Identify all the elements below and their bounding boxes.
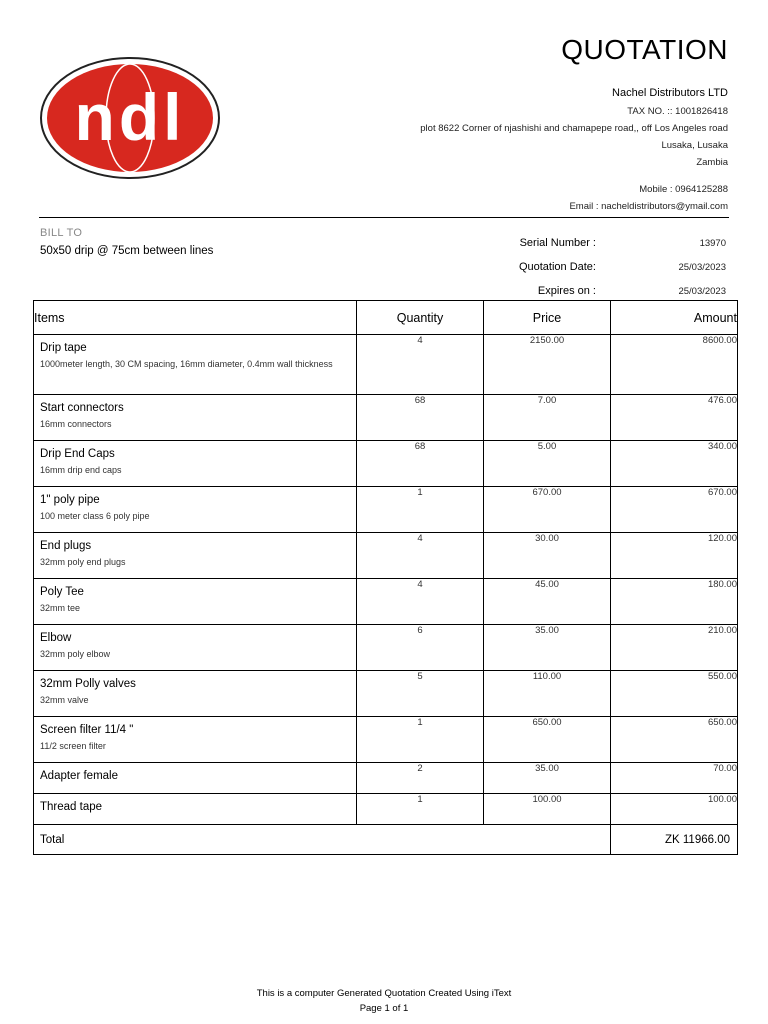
svg-text:ndl: ndl xyxy=(74,80,186,154)
company-address: plot 8622 Corner of njashishi and chamapepe road,, off Los Angeles road xyxy=(420,123,728,134)
item-amount: 180.00 xyxy=(611,579,738,625)
item-cell xyxy=(34,625,357,671)
quotation-meta xyxy=(456,231,726,303)
item-cell xyxy=(34,487,357,533)
item-price: 35.00 xyxy=(484,625,611,671)
page-title: QUOTATION xyxy=(561,34,728,65)
item-quantity: 4 xyxy=(357,533,484,579)
company-info xyxy=(420,86,728,215)
item-amount: 340.00 xyxy=(611,441,738,487)
company-name: Nachel Distributors LTD xyxy=(612,87,728,99)
item-quantity: 1 xyxy=(357,487,484,533)
item-description: 16mm drip end caps xyxy=(40,465,122,475)
serial-label: Serial Number : xyxy=(519,237,596,249)
item-cell xyxy=(34,794,357,825)
item-price: 35.00 xyxy=(484,763,611,794)
item-cell xyxy=(34,533,357,579)
item-amount: 120.00 xyxy=(611,533,738,579)
item-quantity: 2 xyxy=(357,763,484,794)
item-quantity: 1 xyxy=(357,717,484,763)
item-amount: 8600.00 xyxy=(611,335,738,395)
item-amount: 476.00 xyxy=(611,395,738,441)
item-price: 670.00 xyxy=(484,487,611,533)
item-quantity: 4 xyxy=(357,579,484,625)
item-description: 100 meter class 6 poly pipe xyxy=(40,511,150,521)
date-row xyxy=(456,255,726,279)
item-amount: 670.00 xyxy=(611,487,738,533)
header-items: Items xyxy=(34,301,357,335)
date-label: Quotation Date: xyxy=(518,261,596,273)
item-name: Drip End Caps xyxy=(40,448,115,460)
footer-page: Page 1 of 1 xyxy=(359,1003,409,1014)
item-price: 650.00 xyxy=(484,717,611,763)
item-description: 16mm connectors xyxy=(40,419,112,429)
item-name: Adapter female xyxy=(40,770,118,782)
item-price: 45.00 xyxy=(484,579,611,625)
item-cell xyxy=(34,335,357,395)
item-price: 110.00 xyxy=(484,671,611,717)
item-cell xyxy=(34,579,357,625)
bill-to-label: BILL TO xyxy=(40,227,83,239)
item-name: Screen filter 11/4 " xyxy=(40,724,134,736)
item-name: 1" poly pipe xyxy=(40,494,100,506)
table-row xyxy=(34,441,738,487)
item-quantity: 68 xyxy=(357,441,484,487)
table-row xyxy=(34,335,738,395)
total-label: Total xyxy=(34,825,611,855)
footer-note: This is a computer Generated Quotation Created Using iText xyxy=(256,988,512,999)
table-row xyxy=(34,794,738,825)
item-cell xyxy=(34,441,357,487)
company-tax: TAX NO. :: 1001826418 xyxy=(627,106,728,117)
table-row xyxy=(34,533,738,579)
item-name: Thread tape xyxy=(40,801,103,813)
company-city: Lusaka, Lusaka xyxy=(661,140,728,151)
item-description: 32mm tee xyxy=(40,603,81,613)
total-value: ZK 11966.00 xyxy=(611,825,738,855)
item-cell xyxy=(34,763,357,794)
item-cell xyxy=(34,671,357,717)
expires-label: Expires on : xyxy=(537,285,596,297)
item-description: 32mm valve xyxy=(40,695,89,705)
item-quantity: 5 xyxy=(357,671,484,717)
item-cell xyxy=(34,395,357,441)
header-price: Price xyxy=(484,301,611,335)
item-quantity: 4 xyxy=(357,335,484,395)
item-name: End plugs xyxy=(40,540,92,552)
company-mobile: Mobile : 0964125288 xyxy=(639,184,728,195)
item-description: 11/2 screen filter xyxy=(40,741,106,751)
ndl-logo xyxy=(39,56,221,180)
table-row xyxy=(34,671,738,717)
item-quantity: 68 xyxy=(357,395,484,441)
header-divider xyxy=(39,217,729,218)
item-quantity: 1 xyxy=(357,794,484,825)
table-row xyxy=(34,487,738,533)
header-amount: Amount xyxy=(611,301,738,335)
item-description: 32mm poly end plugs xyxy=(40,557,126,567)
item-price: 2150.00 xyxy=(484,335,611,395)
item-amount: 70.00 xyxy=(611,763,738,794)
item-price: 100.00 xyxy=(484,794,611,825)
item-amount: 650.00 xyxy=(611,717,738,763)
item-name: Elbow xyxy=(40,632,72,644)
item-name: Start connectors xyxy=(40,402,124,414)
table-row xyxy=(34,395,738,441)
bill-to-value: 50x50 drip @ 75cm between lines xyxy=(40,245,214,257)
item-amount: 210.00 xyxy=(611,625,738,671)
item-name: Drip tape xyxy=(40,342,87,354)
header-quantity: Quantity xyxy=(357,301,484,335)
serial-value: 13970 xyxy=(699,237,726,249)
item-description: 1000meter length, 30 CM spacing, 16mm diameter, 0.4mm wall thickness xyxy=(40,359,333,369)
company-email: Email : nacheldistributors@ymail.com xyxy=(569,201,728,212)
table-row xyxy=(34,763,738,794)
expires-value: 25/03/2023 xyxy=(678,285,726,297)
serial-row xyxy=(456,231,726,255)
date-value: 25/03/2023 xyxy=(678,261,726,273)
table-row xyxy=(34,717,738,763)
table-header-row xyxy=(34,301,738,335)
items-table xyxy=(33,300,738,855)
item-amount: 550.00 xyxy=(611,671,738,717)
item-quantity: 6 xyxy=(357,625,484,671)
item-description: 32mm poly elbow xyxy=(40,649,111,659)
table-row xyxy=(34,579,738,625)
item-name: Poly Tee xyxy=(40,586,84,598)
item-price: 7.00 xyxy=(484,395,611,441)
total-row xyxy=(34,825,738,855)
item-name: 32mm Polly valves xyxy=(40,678,136,690)
item-amount: 100.00 xyxy=(611,794,738,825)
item-price: 30.00 xyxy=(484,533,611,579)
table-row xyxy=(34,625,738,671)
item-cell xyxy=(34,717,357,763)
item-price: 5.00 xyxy=(484,441,611,487)
company-country: Zambia xyxy=(696,157,728,168)
